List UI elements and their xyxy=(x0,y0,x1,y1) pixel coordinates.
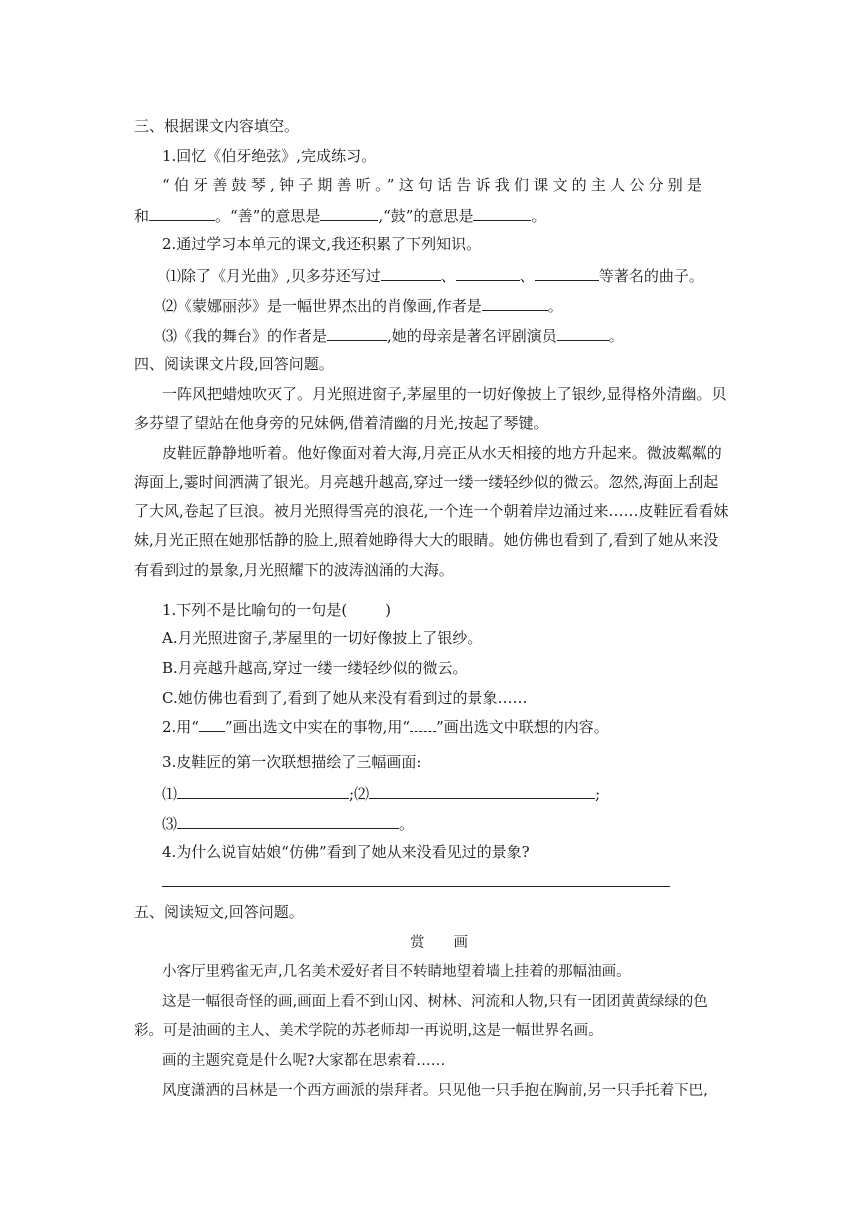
fill-blank[interactable] xyxy=(473,204,531,221)
text: 。 xyxy=(399,815,415,833)
text: ;⑵ xyxy=(349,785,370,803)
s4-passage-p2-line-3: 了大风,卷起了巨浪。被月光照得雪亮的浪花,一个连一个朝着岸边涌过来……皮鞋匠看看妹 xyxy=(134,502,729,520)
text: ”画出选文中联想的内容。 xyxy=(436,718,609,736)
text: 。 xyxy=(608,327,624,345)
s3-q1-line-1: “伯牙善鼓琴,钟子期善听。”这句话告诉我们课文的主人公分别是 xyxy=(162,176,702,194)
fill-blank[interactable] xyxy=(482,294,548,311)
wavy-line-sample xyxy=(410,720,436,732)
article-line-2: 这是一幅很奇怪的画,画面上看不到山冈、树林、河流和人物,只有一团团黄黄绿绿的色 xyxy=(162,994,708,1010)
text: 和 xyxy=(134,207,150,225)
text: ⑶ xyxy=(162,815,178,833)
text: 等著名的曲子。 xyxy=(598,267,704,285)
text: ”画出选文中实在的事物,用“ xyxy=(224,718,411,736)
answer-blank[interactable] xyxy=(369,782,595,799)
s4-question-1 xyxy=(162,600,391,620)
section-5-heading: 五、阅读短文,回答问题。 xyxy=(134,903,304,921)
fill-blank[interactable] xyxy=(557,324,609,341)
s3-q2-item-1 xyxy=(166,264,704,286)
s4-option-a: A.月光照进窗子,茅屋里的一切好像披上了银纱。 xyxy=(162,629,483,647)
section-3-heading: 三、根据课文内容填空。 xyxy=(134,117,300,135)
text: 、 xyxy=(440,267,456,285)
text: ⑴ xyxy=(162,785,178,803)
article-line-3: 彩。可是油画的主人、美术学院的苏老师却一再说明,这是一幅世界名画。 xyxy=(134,1023,603,1039)
fill-blank[interactable] xyxy=(535,264,599,281)
fill-blank[interactable] xyxy=(320,204,378,221)
text: ,“鼓”的意思是 xyxy=(378,207,474,225)
s4-passage-p1-line-2: 多芬望了望站在他身旁的兄妹俩,借着清幽的月光,按起了琴键。 xyxy=(134,414,549,432)
s4-question-4: 4.为什么说盲姑娘“仿佛”看到了她从来没看见过的景象? xyxy=(162,843,530,861)
article-line-4: 画的主题究竟是什么呢?大家都在思索着…… xyxy=(162,1053,446,1069)
fill-blank[interactable] xyxy=(327,324,387,341)
s4-question-3: 3.皮鞋匠的第一次联想描绘了三幅画面: xyxy=(162,753,422,771)
article-line-5: 风度潇洒的吕林是一个西方画派的崇拜者。只见他一只手抱在胸前,另一只手托着下巴, xyxy=(162,1083,708,1099)
article-title: 赏 画 xyxy=(410,935,468,951)
s4-passage-p1-line-1: 一阵风把蜡烛吹灭了。月光照进窗子,茅屋里的一切好像披上了银纱,显得格外清幽。贝 xyxy=(162,385,727,403)
s4-q4-answer-line[interactable] xyxy=(162,886,670,887)
fill-blank[interactable] xyxy=(149,204,215,221)
text: 、 xyxy=(519,267,535,285)
article-line-1: 小客厅里鸦雀无声,几名美术爱好者目不转睛地望着墙上挂着的那幅油画。 xyxy=(162,964,631,980)
text: 。 xyxy=(531,207,547,225)
fill-blank[interactable] xyxy=(456,264,520,281)
s3-q2-item-2 xyxy=(162,294,563,316)
s4-option-b: B.月亮越升越高,穿过一缕一缕轻纱似的微云。 xyxy=(162,659,468,677)
text: 1.下列不是比喻句的一句是( xyxy=(162,601,348,619)
s4-passage-p2-line-2: 海面上,霎时间洒满了银光。月亮越升越高,穿过一缕一缕轻纱似的微云。忽然,海面上刮起 xyxy=(134,473,719,491)
s4-option-c: C.她仿佛也看到了,看到了她从来没有看到过的景象…… xyxy=(162,689,528,707)
straight-line-sample xyxy=(199,720,225,732)
text: 2.用“ xyxy=(162,718,199,736)
text: ⑵《蒙娜丽莎》是一幅世界杰出的肖像画,作者是 xyxy=(162,297,482,315)
text: 。“善”的意思是 xyxy=(215,207,321,225)
text: ; xyxy=(595,785,601,803)
text: 。 xyxy=(547,297,563,315)
s4-q3-answers-1-2 xyxy=(162,782,600,804)
section-4-heading: 四、阅读课文片段,回答问题。 xyxy=(134,355,334,373)
text: ,她的母亲是著名评剧演员 xyxy=(387,327,557,345)
s3-question-1-title: 1.回忆《伯牙绝弦》,完成练习。 xyxy=(162,147,377,165)
answer-blank[interactable] xyxy=(177,812,399,829)
s4-passage-p2-line-1: 皮鞋匠静静地听着。他好像面对着大海,月亮正从水天相接的地方升起来。微波粼粼的 xyxy=(162,444,722,462)
s4-passage-p2-line-5: 有看到过的景象,月光照耀下的波涛汹涌的大海。 xyxy=(134,561,454,579)
s4-passage-p2-line-4: 妹,月光正照在她那恬静的脸上,照着她睁得大大的眼睛。她仿佛也看到了,看到了她从来没 xyxy=(134,531,719,549)
answer-blank[interactable] xyxy=(177,782,349,799)
text: ⑶《我的舞台》的作者是 xyxy=(162,327,328,345)
s4-question-2 xyxy=(162,717,609,737)
s3-q1-line-2 xyxy=(134,204,546,226)
text: ) xyxy=(385,601,392,619)
s3-q2-item-3 xyxy=(162,324,624,346)
s3-question-2-title: 2.通过学习本单元的课文,我还积累了下列知识。 xyxy=(162,235,482,253)
text: ⑴除了《月光曲》,贝多芬还写过 xyxy=(166,267,381,285)
s4-q3-answer-3 xyxy=(162,812,414,834)
fill-blank[interactable] xyxy=(381,264,441,281)
